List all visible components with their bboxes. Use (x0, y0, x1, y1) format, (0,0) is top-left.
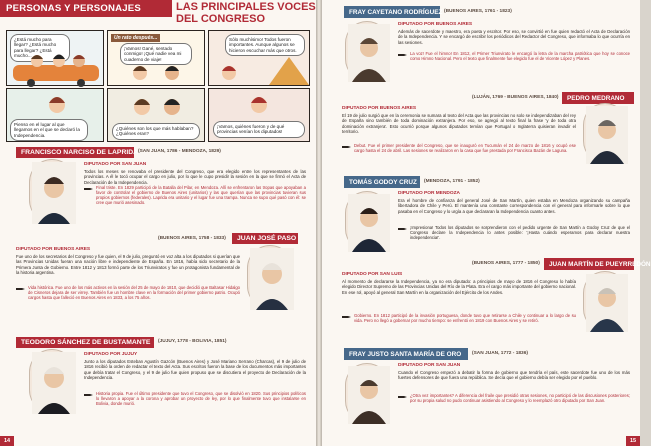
page-title: LAS PRINCIPALES VOCES DEL CONGRESO (176, 1, 316, 25)
comic-panel-1 (6, 30, 104, 86)
oro-portrait (346, 364, 388, 422)
pointing-hand-icon (16, 286, 26, 292)
speech-bubble: ¿Está mucho para llegar? ¿Está mucho para llegar? ¿Está mucho... (10, 34, 70, 62)
kids-illustration (108, 31, 206, 87)
comic-panel-2 (107, 30, 205, 86)
laprida-portrait (30, 160, 74, 222)
bustamante-text: Junto a los diputados Esteban Agustín Gazcón (Buenos Aires) y José Mariano Serrano (Charcas), el 9 de julio de 1816 recibió la orden de redactar el texto del Acta. Sus escritos fueron la base de los documentos más importantes que debía tratar el Congreso, y el 9 de julio fue quien propuso que se discutiera el proyecto de Declaración de la Independencia. (84, 359, 306, 380)
medrano-text: El 19 de julio surgió que en la ceremonia se sumara al texto del Acta que las provincias no solo se independizaban del rey de España sino también de toda dominación extranjera. Por eso, se agregó al texto final la frase 'y de toda otra dominación extranjera'. Esto ocurrió porque algunos diputados temían que Portugal o Inglaterra quisieran invadir el territorio. (342, 113, 576, 134)
pointing-hand-icon (398, 394, 408, 400)
bustamante-note: Historia propia. Fue el último presidente que tuvo el Congreso, que se disolvió en 1820. Sus principios políticos lo llevaron a apoyar a la corona y aprobar un proyecto de ley, por lo que finalmente tuvo que instalarse en Bolivia, donde murió. (96, 391, 306, 407)
traveler-illustration (7, 89, 105, 143)
comic-panel-6 (208, 88, 310, 142)
pointing-hand-icon (342, 314, 352, 320)
portrait-illustration (348, 194, 390, 252)
portrait-illustration (348, 366, 390, 424)
paso-portrait (248, 246, 292, 308)
laprida-note: Final triste. En 1829 participó de la Batalla del Pilar, en Mendoza. Allí se enfrentaron las tropas que apoyaban a favor de controlar el gobierno de Buenos Aires (unitarios) y las que querían que las provincias tuvieran sus propios gobiernos (federales). Laprida era unitario y el lugar fue una trampa. Nunca se supo qué pasó con él: se cree que murió asesinado. (96, 185, 306, 206)
medrano-note: Debut. Fue el primer presidente del Congreso, que se inauguró en Tucumán el 24 de marzo de 1816 y ocupó ese cargo hasta el 24 de abril. Las sesiones se realizaron en la casa que fue prestada por Francisca Bazán de Laguna. (354, 143, 576, 154)
speech-bubble: Pienso en el lugar al que llegamos en el que se declaró la Independencia. (10, 119, 88, 141)
laprida-dates: (SAN JUAN, 1786 - MENDOZA, 1829) (138, 149, 221, 154)
medrano-dates: (LUJÁN, 1769 - BUENOS AIRES, 1840) (472, 95, 559, 100)
pointing-hand-icon (84, 392, 94, 398)
bustamante-portrait (30, 350, 74, 412)
paso-subhead: DIPUTADO POR BUENOS AIRES (16, 247, 91, 252)
oro-subhead: DIPUTADO POR SAN JUAN (398, 363, 461, 368)
pointing-hand-icon (342, 144, 352, 150)
tent-illustration (209, 31, 311, 87)
speech-bubble: ¡Vamos, quiénes fueron y de qué provincias venían los diputados! (213, 121, 305, 138)
paso-note: Vida histórica. Fue uno de los más activos en la sesión del 25 de mayo de 1810, que decidió que Baltasar Hidalgo de Cisneros dejara de ser virrey. También fue un hombre clave en la formación del primer gobierno patrio. Ocupó cargos hasta que falleció en Buenos Aires en 1833, a los 75 años. (28, 285, 240, 301)
pueyrredon-subhead: DIPUTADO POR SAN LUIS (342, 272, 403, 277)
comic-panel-3 (208, 30, 310, 86)
speech-bubble: Sólo muchísimo! Todos fueron importantes. Aunque algunos se hicieron escuchar más que otros. (225, 34, 305, 56)
comic-caption: Un rato después... (111, 34, 160, 42)
pueyrredon-note: Gobierno. En 1812 participó de la invasión portuguesa, donde tuvo que retirarse a Chile y continuar a lo largo de su vida. Pero no llegó a gobernar por mucho tiempo: se enfrentó en 1819 con Buenos Aires y se retiró. (354, 313, 576, 324)
right-page (322, 0, 651, 446)
godoy-subhead: DIPUTADO POR MENDOZA (398, 191, 461, 196)
paso-dates: (BUENOS AIRES, 1758 - 1833) (158, 236, 226, 241)
portrait-illustration (348, 24, 390, 82)
pointing-hand-icon (84, 186, 94, 192)
pointing-hand-icon (398, 52, 408, 58)
laprida-subhead: DIPUTADO POR SAN JUAN (84, 162, 147, 167)
godoy-portrait (346, 192, 388, 250)
oro-name-band: FRAY JUSTO SANTA MARÍA DE ORO (344, 348, 468, 360)
rodriguez-name-band: FRAY CAYETANO RODRÍGUEZ (344, 6, 440, 18)
pueyrredon-text: Al momento de declararse la Independencia, ya no era diputado: a principios de mayo de 1816 el Congreso lo había elegido Director Supremo de las Provincias Unidas del Río de la Plata. Era el cargo más importante del gobierno nacional. En ese rol, apoyó al general San Martín en la organización del Ejército de los Andes. (342, 279, 576, 295)
godoy-note: ¡Impresiona! Todos los diputados se sorprendieron con el pedido urgente de San Martín a Godoy Cruz de que el Congreso declare la Independencia lo antes posible: '¡Hasta cuándo esperamos para declarar nuestra independencia!'. (410, 225, 630, 241)
comic-panel-4 (6, 88, 104, 142)
rodriguez-text: Además de sacerdote y maestro, era poeta y escritor. Por eso, se convirtió en fue quien redactó el Acta de Declaración de la Independencia. Y se encargó de escribir los periódicos del Redactor del Congreso, que informaba lo que ocurría en las sesiones. (398, 29, 630, 45)
speech-bubble: ¿Quiénes son los que más hablaban? ¿Quiénes eran? (112, 123, 200, 140)
speech-bubble: ¡Vamos! Gané, sentado conmigo! ¡Qué nadie vea mi cuaderno de viaje! (120, 43, 192, 65)
pointing-hand-icon (398, 226, 408, 232)
comic-panel-5 (107, 88, 205, 142)
medrano-name-band: PEDRO MEDRANO (562, 92, 634, 104)
bustamante-name-band: TEODORO SÁNCHEZ DE BUSTAMANTE (16, 337, 154, 348)
oro-note: ¿Otra vez importantes? A diferencia del fraile que presidió otras sesiones, no participó de las discusiones posteriores; por su propia salud no pudo continuar asistiendo al Congreso y lo reemplazó otro diputado por San Juan. (410, 393, 630, 404)
bustamante-dates: (JUJUY, 1778 - BOLIVIA, 1851) (158, 339, 227, 344)
left-page (0, 0, 316, 446)
portrait-illustration (250, 248, 294, 310)
kids-illustration-2 (108, 89, 206, 143)
portrait-illustration (586, 274, 628, 332)
paso-name-band: JUAN JOSÉ PASO (232, 233, 298, 244)
medrano-subhead: DIPUTADO POR BUENOS AIRES (342, 106, 417, 111)
pueyrredon-dates: (BUENOS AIRES, 1777 - 1850) (472, 261, 540, 266)
section-header-tab: PERSONAS Y PERSONAJES (0, 0, 172, 17)
medrano-portrait (584, 104, 626, 162)
godoy-name-band: TOMÁS GODOY CRUZ (344, 176, 420, 188)
laprida-name-band: FRANCISCO NARCISO DE LAPRIDA (16, 147, 134, 158)
rodriguez-subhead: DIPUTADO POR BUENOS AIRES (398, 22, 473, 27)
laprida-text: Todos los meses se renovaba el presidente del Congreso, que era elegido entre los representantes de las provincias. A él le tocó ocupar el cargo en julio, por lo que le cupo presidir la sesión en la que se firmó el Acta de Declaración de la Independencia. (84, 169, 306, 185)
page-number: 15 (626, 436, 640, 446)
portrait-illustration (32, 162, 76, 224)
guide-illustration (209, 89, 311, 143)
comic-strip (6, 30, 310, 142)
paso-text: Fue uno de los secretarios del Congreso y fue quien, el 9 de julio, preguntó en voz alta a los diputados si querían que las Provincias Unidas fueran una nación libre e independiente de España. En 1816, había sido secretario de la Primera Junta de Gobierno. Entre 1812 y 1813 formó parte de los Triunviratos y fue un protagonista fundamental de la historia argentina. (16, 254, 240, 275)
portrait-illustration (32, 352, 76, 414)
car-illustration (7, 31, 105, 87)
portrait-illustration (586, 106, 628, 164)
godoy-text: Era el hombre de confianza del general José de San Martín, quien estaba en Mendoza organizando su campaña libertadora de Chile y Perú. El mantenía una constante correspondencia con el general para informarle sobre lo que pasaba en el Congreso y lo urgía a que declararan la Independencia cuanto antes. (398, 198, 630, 214)
godoy-dates: (MENDOZA, 1791 - 1852) (424, 179, 480, 184)
bustamante-subhead: DIPUTADO POR JUJUY (84, 352, 138, 357)
rodriguez-dates: (BUENOS AIRES, 1761 - 1823) (444, 9, 512, 14)
oro-text: Cuando el Congreso empezó a debatir la forma de gobierno que tendría el país, este sacerdote fue uno de los más fuertes defensores de que fuera una república. Se decía que el gobierno debía ser elegido por el pueblo. (398, 370, 630, 381)
pueyrredon-portrait (584, 272, 626, 330)
pueyrredon-name-band: JUAN MARTÍN DE PUEYRREDÓN (544, 258, 634, 270)
rodriguez-portrait (346, 22, 388, 80)
oro-dates: (SAN JUAN, 1772 - 1836) (472, 351, 528, 356)
rodriguez-note: La voz! Fue el himno! En 1812, el Primer Triunvirato le encargó la letra de la marcha patriótica que hoy se conoce como Himno Nacional. Pero el texto que finalmente fue elegido fue el de Vicente López y Planes. (410, 51, 630, 62)
page-number: 14 (0, 436, 14, 446)
